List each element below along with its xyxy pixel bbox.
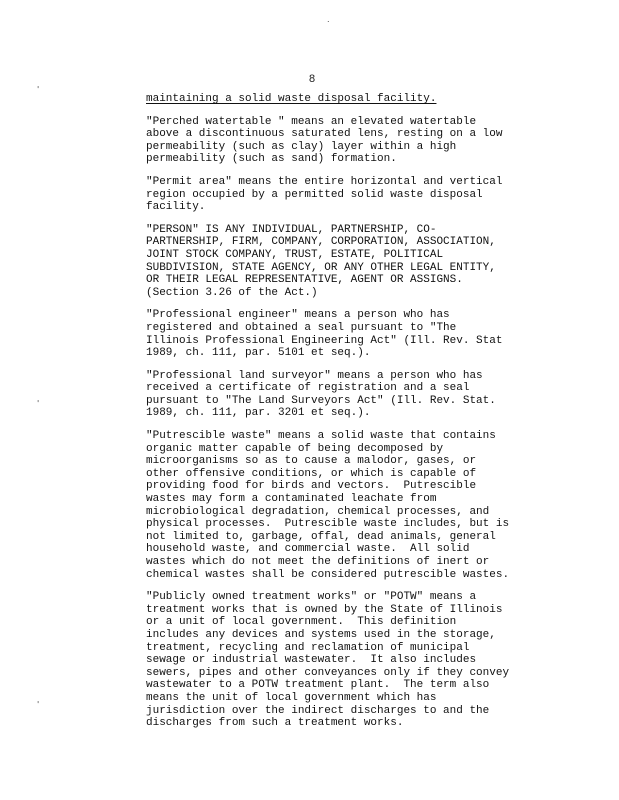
definition-person: "PERSON" IS ANY INDIVIDUAL, PARTNERSHIP, CO- PARTNERSHIP, FIRM, COMPANY, CORPORATION, ASSOCIATION, JOINT STOCK COMPANY, TRUST, ESTATE, POLITICAL SUBDIVISION, STATE AGENCY, OR ANY OTHER LEGAL ENTITY, OR THEIR LEGAL REPRESENTATIVE, AGENT OR ASSIGNS. (Section 3.26 of the Act.) <box>146 223 496 299</box>
scan-mark-left-1: ' <box>37 85 40 94</box>
definition-perched-watertable: "Perched watertable " means an elevated watertable above a discontinuous saturated lens, resting on a low permeability (such as clay) layer within a high permeability (such as sand) formation. <box>146 115 503 166</box>
definition-potw: "Publicly owned treatment works" or "POTW" means a treatment works that is owned by the State of Illinois or a unit of local government. This definition includes any devices and systems used in the storage, treatment, recycling and reclamation of municipal sewage or industrial wastewater. It also includes sewers, pipes and other conveyances only if they convey wastewater to a POTW treatment plant. The term also means the unit of local government which has jurisdiction over the indirect discharges to and the discharges from such a treatment works. <box>146 591 510 730</box>
definition-professional-land-surveyor: "Professional land surveyor" means a person who has received a certificate of registration and a seal pursuant to "The Land Surveyors Act" (Ill. Rev. Stat. 1989, ch. 111, par. 3201 et seq.). <box>146 369 496 420</box>
definition-putrescible-waste: "Putrescible waste" means a solid waste that contains organic matter capable of being decomposed by microorganisms so as to cause a malodor, gases, or other offensive conditions, or which is capable of providing food for birds and vectors. Putrescible wastes may form a contaminated leachate from microbiological degradation, chemical processes, and physical processes. Putrescible waste includes, but is not limited to, garbage, offal, dead animals, general household waste, and commercial waste. All solid wastes which do not meet the definitions of inert or chemical wastes shall be considered putrescible wastes. <box>146 430 510 581</box>
scan-mark-left-3: ' <box>37 700 40 709</box>
definition-professional-engineer: "Professional engineer" means a person who has registered and obtained a seal pursuant to "The Illinois Professional Engineering Act" (Ill. Rev. Stat 1989, ch. 111, par. 5101 et seq.). <box>146 309 503 360</box>
definition-permit-area: "Permit area" means the entire horizontal and vertical region occupied by a permitted solid waste disposal facility. <box>146 175 503 214</box>
continued-text-line: maintaining a solid waste disposal facility. <box>146 93 437 105</box>
page-number: 8 <box>308 74 316 86</box>
scan-mark-left-2: ' <box>37 399 40 408</box>
scan-mark-top: . <box>327 15 330 24</box>
document-body <box>146 93 546 740</box>
